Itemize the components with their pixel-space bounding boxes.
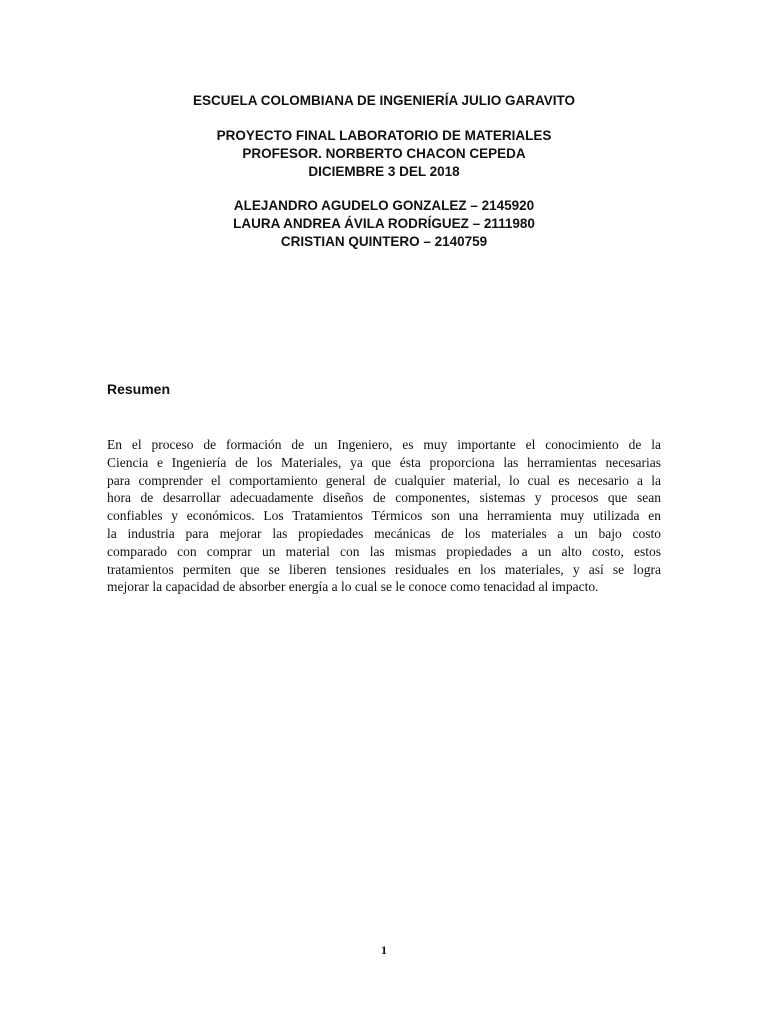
institution-block [0,92,768,110]
paragraph-line: En el proceso de formación de un Ingeniero, es muy importante el conocimiento de la [107,437,661,452]
institution-name: ESCUELA COLOMBIANA DE INGENIERÍA JULIO GARAVITO [192,93,576,108]
paragraph-line: Ciencia e Ingeniería de los Materiales, ya que ésta proporciona las herramientas necesarias [107,454,661,470]
paragraph-line: hora de desarrollar adecuadamente diseños de componentes, sistemas y procesos que sean [107,490,661,506]
paragraph-line: mejorar la capacidad de absorber energía a lo cual se le conoce como tenacidad al impacto. [107,579,599,595]
author-name: LAURA ANDREA ÁVILA RODRÍGUEZ – 2111980 [233,216,535,231]
paragraph-line: comparado con comprar un material con las mismas propiedades a un alto costo, estos [107,543,661,559]
project-info-block [0,127,768,181]
paragraph-line: para comprender el comportamiento general de cualquier material, lo cual es necesario a la [107,472,661,488]
author-name: ALEJANDRO AGUDELO GONZALEZ – 2145920 [233,198,535,213]
abstract-paragraph [107,436,661,596]
page-number: 1 [381,943,387,957]
paragraph-line: confiables y económicos. Los Tratamientos Térmicos son una herramienta muy utilizada en [107,508,661,524]
section-heading: Resumen [107,381,171,397]
authors-block [0,197,768,251]
document-date: DICIEMBRE 3 DEL 2018 [308,164,460,179]
project-title: PROYECTO FINAL LABORATORIO DE MATERIALES [216,128,552,143]
professor-name: PROFESOR. NORBERTO CHACON CEPEDA [242,146,526,161]
author-name: CRISTIAN QUINTERO – 2140759 [280,234,488,249]
paragraph-line: la industria para mejorar las propiedades mecánicas de los materiales a un bajo costo [107,525,661,541]
paragraph-line: tratamientos permiten que se liberen tensiones residuales en los materiales, y así se logra [107,561,661,577]
